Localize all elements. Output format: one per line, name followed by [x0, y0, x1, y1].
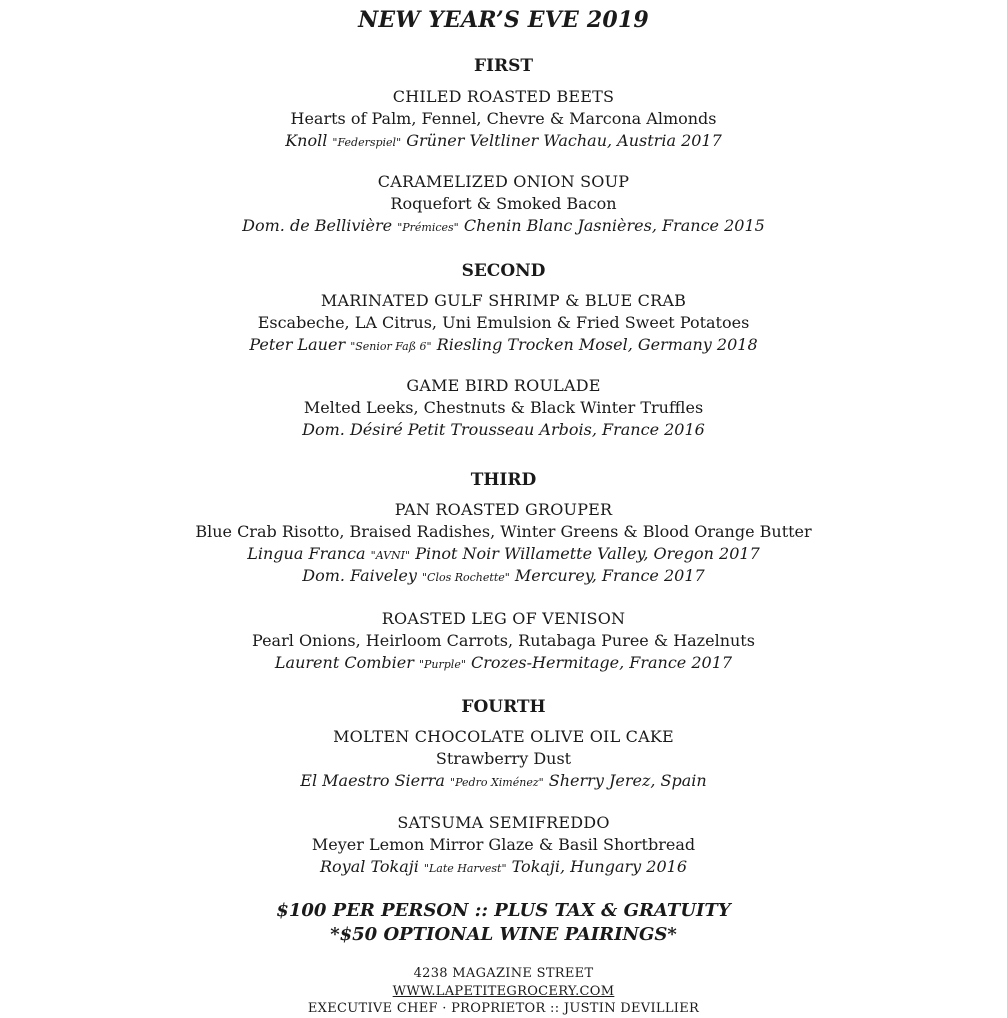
wine-pairing [0, 770, 1007, 794]
dish-description: Strawberry Dust [435, 749, 572, 768]
wine-details: Riesling Trocken Mosel, Germany 2018 [436, 335, 758, 354]
wine-cuvee: "Senior Faß 6" [350, 340, 432, 353]
wine-pairing: Dom. Désiré Petit Trousseau Arbois, France 2016 [302, 420, 705, 439]
wine-details: Sherry Jerez, Spain [548, 771, 707, 790]
wine-pairing-price: *$50 OPTIONAL WINE PAIRINGS* [330, 924, 677, 945]
dish-description: Roquefort & Smoked Bacon [390, 194, 617, 213]
wine-details: Tokaji, Hungary 2016 [511, 857, 688, 876]
wine-pairing [0, 652, 1007, 676]
wine-details: Grüner Veltliner Wachau, Austria 2017 [406, 131, 722, 150]
menu-title: NEW YEAR’S EVE 2019 [358, 7, 649, 33]
wine-cuvee: "Clos Rochette" [421, 571, 510, 584]
wine-producer: Knoll [285, 131, 328, 150]
wine-details: Chenin Blanc Jasnières, France 2015 [463, 216, 765, 235]
wine-producer: Lingua Franca [247, 544, 366, 563]
wine-cuvee: "Purple" [418, 658, 466, 671]
dish-description: Escabeche, LA Citrus, Uni Emulsion & Fried Sweet Potatoes [257, 313, 750, 332]
wine-producer: Royal Tokaji [319, 857, 419, 876]
price-line: $100 PER PERSON :: PLUS TAX & GRATUITY [276, 900, 731, 921]
dish-description: Blue Crab Risotto, Braised Radishes, Winter Greens & Blood Orange Butter [195, 522, 812, 541]
wine-producer: Laurent Combier [274, 653, 414, 672]
wine-pairing [0, 130, 1007, 154]
dish-name: MARINATED GULF SHRIMP & BLUE CRAB [320, 291, 687, 310]
chef-credit: EXECUTIVE CHEF · PROPRIETOR :: JUSTIN DEVILLIER [307, 1001, 700, 1016]
dish-name: SATSUMA SEMIFREDDO [397, 813, 610, 832]
website-link-row [0, 983, 1007, 1001]
dish-description: Meyer Lemon Mirror Glaze & Basil Shortbread [311, 835, 696, 854]
wine-details: Mercurey, France 2017 [514, 566, 705, 585]
address: 4238 MAGAZINE STREET [413, 966, 594, 981]
dish-name: CHILED ROASTED BEETS [392, 87, 615, 106]
wine-cuvee: "Prémices" [397, 221, 459, 234]
wine-details: Pinot Noir Willamette Valley, Oregon 2017 [415, 544, 760, 563]
dish-description: Melted Leeks, Chestnuts & Black Winter Truffles [303, 398, 704, 417]
wine-pairing [0, 543, 1007, 567]
wine-cuvee: "Late Harvest" [423, 862, 507, 875]
wine-cuvee: "AVNI" [370, 549, 411, 562]
dish-description: Pearl Onions, Heirloom Carrots, Rutabaga Puree & Hazelnuts [252, 631, 755, 650]
wine-pairing [0, 334, 1007, 358]
course-heading-fourth: FOURTH [461, 697, 546, 717]
course-heading-second: SECOND [461, 261, 546, 281]
wine-producer: El Maestro Sierra [300, 771, 445, 790]
wine-producer: Peter Lauer [249, 335, 346, 354]
website-link[interactable]: WWW.LAPETITEGROCERY.COM [392, 984, 615, 999]
wine-producer: Dom. de Bellivière [242, 216, 393, 235]
dish-name: MOLTEN CHOCOLATE OLIVE OIL CAKE [333, 727, 674, 746]
wine-producer: Dom. Faiveley [302, 566, 417, 585]
wine-pairing [0, 215, 1007, 239]
course-heading-third: THIRD [470, 470, 537, 490]
dish-name: GAME BIRD ROULADE [406, 376, 601, 395]
dish-name: CARAMELIZED ONION SOUP [377, 172, 630, 191]
dish-name: ROASTED LEG OF VENISON [381, 609, 626, 628]
wine-cuvee: "Federspiel" [332, 136, 402, 149]
wine-pairing [0, 856, 1007, 880]
wine-pairing [0, 565, 1007, 589]
course-heading-first: FIRST [473, 56, 534, 76]
wine-cuvee: "Pedro Ximénez" [450, 776, 544, 789]
wine-details: Crozes-Hermitage, France 2017 [470, 653, 733, 672]
dish-description: Hearts of Palm, Fennel, Chevre & Marcona Almonds [290, 109, 717, 128]
dish-name: PAN ROASTED GROUPER [394, 500, 613, 519]
